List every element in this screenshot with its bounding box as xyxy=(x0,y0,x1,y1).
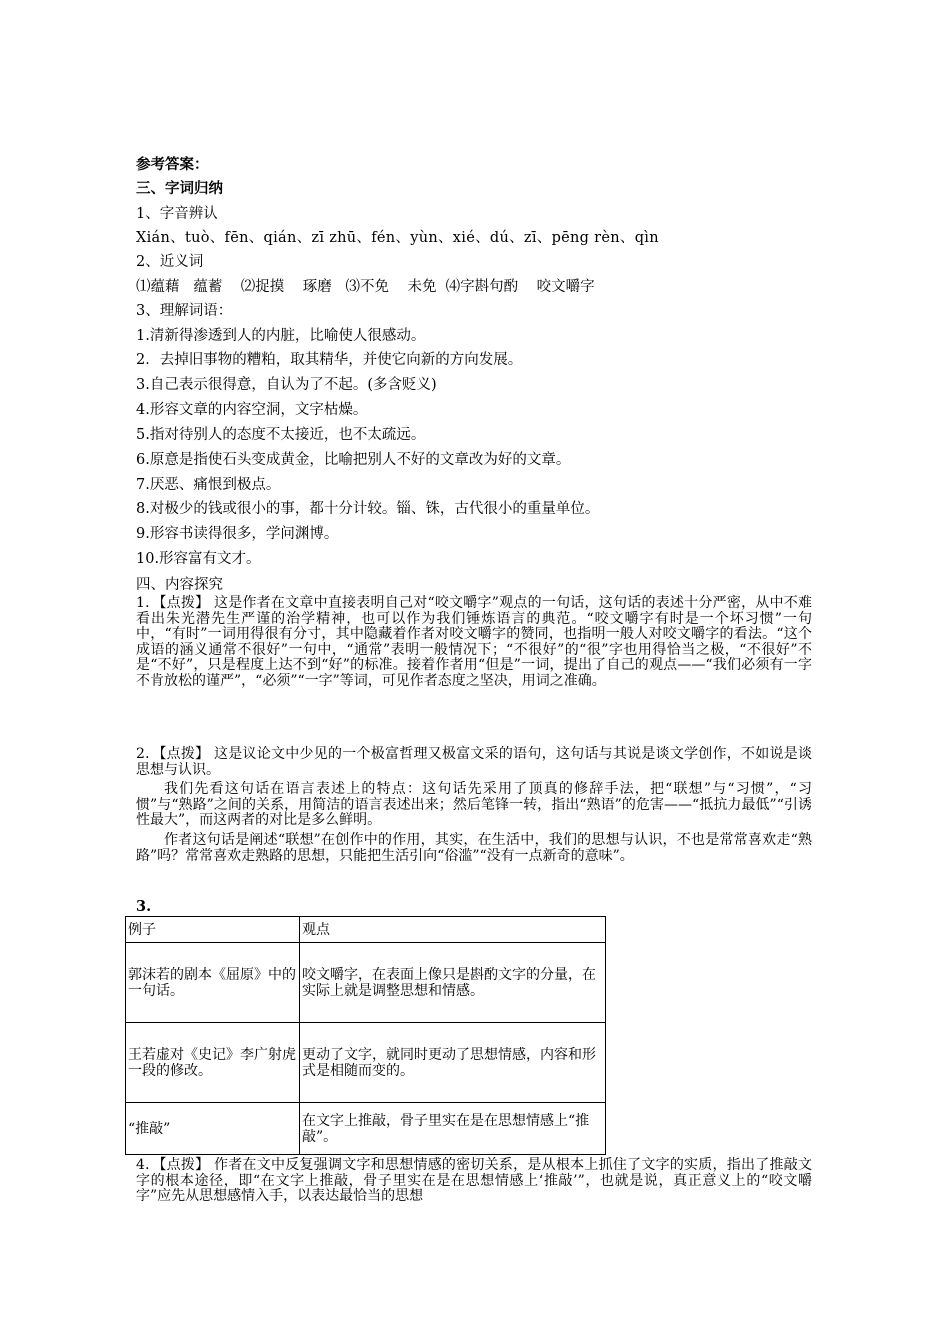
vocab-item: 7.厌恶、痛恨到极点。 xyxy=(136,477,281,493)
vocab-title: 3、理解词语： xyxy=(136,303,233,319)
answer-3-label: 3. xyxy=(136,898,152,915)
table-header-row xyxy=(126,917,606,943)
pronunciation-title: 1、字音辨认 xyxy=(136,206,218,222)
vocab-item: 10.形容富有文才。 xyxy=(136,551,261,567)
answer-paragraph-2: 2．【点拨】 这是议论文中少见的一个极富哲理又极富文采的语句，这句话与其说是谈文学创作，不如说是谈思想与认识。 xyxy=(136,746,812,778)
table-row xyxy=(126,943,606,1023)
vocab-item: 4.形容文章的内容空洞，文字枯燥。 xyxy=(136,402,368,418)
table-cell: 更动了文字，就同时更动了思想情感，内容和形式是相随而变的。 xyxy=(300,1023,606,1103)
header-viewpoint: 观点 xyxy=(300,917,606,943)
table-cell: 在文字上推敲，骨子里实在是在思想情感上“推敲”。 xyxy=(300,1103,606,1155)
section4-title: 四、内容探究 xyxy=(136,577,223,593)
answer-paragraph-1: 1．【点拨】 这是作者在文章中直接表明自己对“咬文嚼字”观点的一句话，这句话的表述十分严密，从中不难看出朱光潜先生严谨的治学精神，也可以作为我们锤炼语言的典范。“咬文嚼字有时是一个坏习惯”一句中，“有时”一词用得很有分寸，其中隐藏着作者对咬文嚼字的赞同，也指明一般人对咬文嚼字的看法。“这个成语的涵义通常不很好”一句中，“通常”表明一般情况下；“不很好”的“很”字也用得恰当之极，“不很好”不是“不好”，只是程度上达不到“好”的标准。接着作者用“但是”一词，提出了自己的观点——“我们必须有一字不肯放松的谨严”，“必须”“一字”等词，可见作者态度之坚决，用词之准确。 xyxy=(136,595,812,689)
answer-paragraph-4: 4．【点拨】 作者在文中反复强调文字和思想情感的密切关系，是从根本上抓住了文字的实质，指出了推敲文字的根本途径，即“在文字上推敲，骨子里实在是在思想情感上‘推敲’”，也就是说，真正意义上的“咬文嚼字”应先从思想感情入手，以表达最恰当的思想 xyxy=(136,1157,812,1204)
table-cell: 咬文嚼字，在表面上像只是斟酌文字的分量，在实际上就是调整思想和情感。 xyxy=(300,943,606,1023)
vocab-item: 6.原意是指使石头变成黄金，比喻把别人不好的文章改为好的文章。 xyxy=(136,452,571,468)
answer-paragraph-2c: 作者这句话是阐述“联想”在创作中的作用，其实，在生活中，我们的思想与认识，不也是常常喜欢走“熟路”吗？常常喜欢走熟路的思想，只能把生活引向“俗滥”“没有一点新奇的意味”。 xyxy=(136,832,812,864)
synonym-title: 2、近义词 xyxy=(136,254,204,270)
vocab-item: 5.指对待别人的态度不太接近，也不太疏远。 xyxy=(136,427,426,443)
vocab-item: 8.对极少的钱或很小的事，都十分计较。锱、铢，古代很小的重量单位。 xyxy=(136,501,600,517)
table-cell: 王若虚对《史记》李广射虎一段的修改。 xyxy=(126,1023,300,1103)
header-example: 例子 xyxy=(126,917,300,943)
table-row xyxy=(126,1023,606,1103)
vocab-item: 2．去掉旧事物的糟粕，取其精华，并使它向新的方向发展。 xyxy=(136,352,523,368)
answer-header: 参考答案： xyxy=(136,156,209,173)
vocab-item: 3.自己表示很得意，自认为了不起。(多含贬义) xyxy=(136,377,437,393)
table-cell: 郭沫若的剧本《屈原》中的一句话。 xyxy=(126,943,300,1023)
synonym-line: ⑴蕴藉 蕴蓄 ⑵捉摸 琢磨 ⑶不免 未免 ⑷字斟句酌 咬文嚼字 xyxy=(136,279,595,295)
examples-table xyxy=(125,916,606,1155)
table-row xyxy=(126,1103,606,1155)
table-cell: “推敲” xyxy=(126,1103,300,1155)
vocab-item: 1.清新得渗透到人的内脏，比喻使人很感动。 xyxy=(136,328,426,344)
section3-title: 三、字词归纳 xyxy=(136,180,223,197)
vocab-item: 9.形容书读得很多，学问渊博。 xyxy=(136,526,339,542)
pinyin-line: Xián、tuò、fēn、qián、zī zhū、fén、yùn、xié、dú、zī、pēng rèn、qìn xyxy=(136,230,659,246)
answer-paragraph-2b: 我们先看这句话在语言表述上的特点：这句话先采用了顶真的修辞手法，把“联想”与“习惯”，“习惯”与“熟路”之间的关系，用简洁的语言表述出来；然后笔锋一转，指出“熟语”的危害——“抵抗力最低”“引诱性最大”，而这两者的对比是多么鲜明。 xyxy=(136,781,812,828)
